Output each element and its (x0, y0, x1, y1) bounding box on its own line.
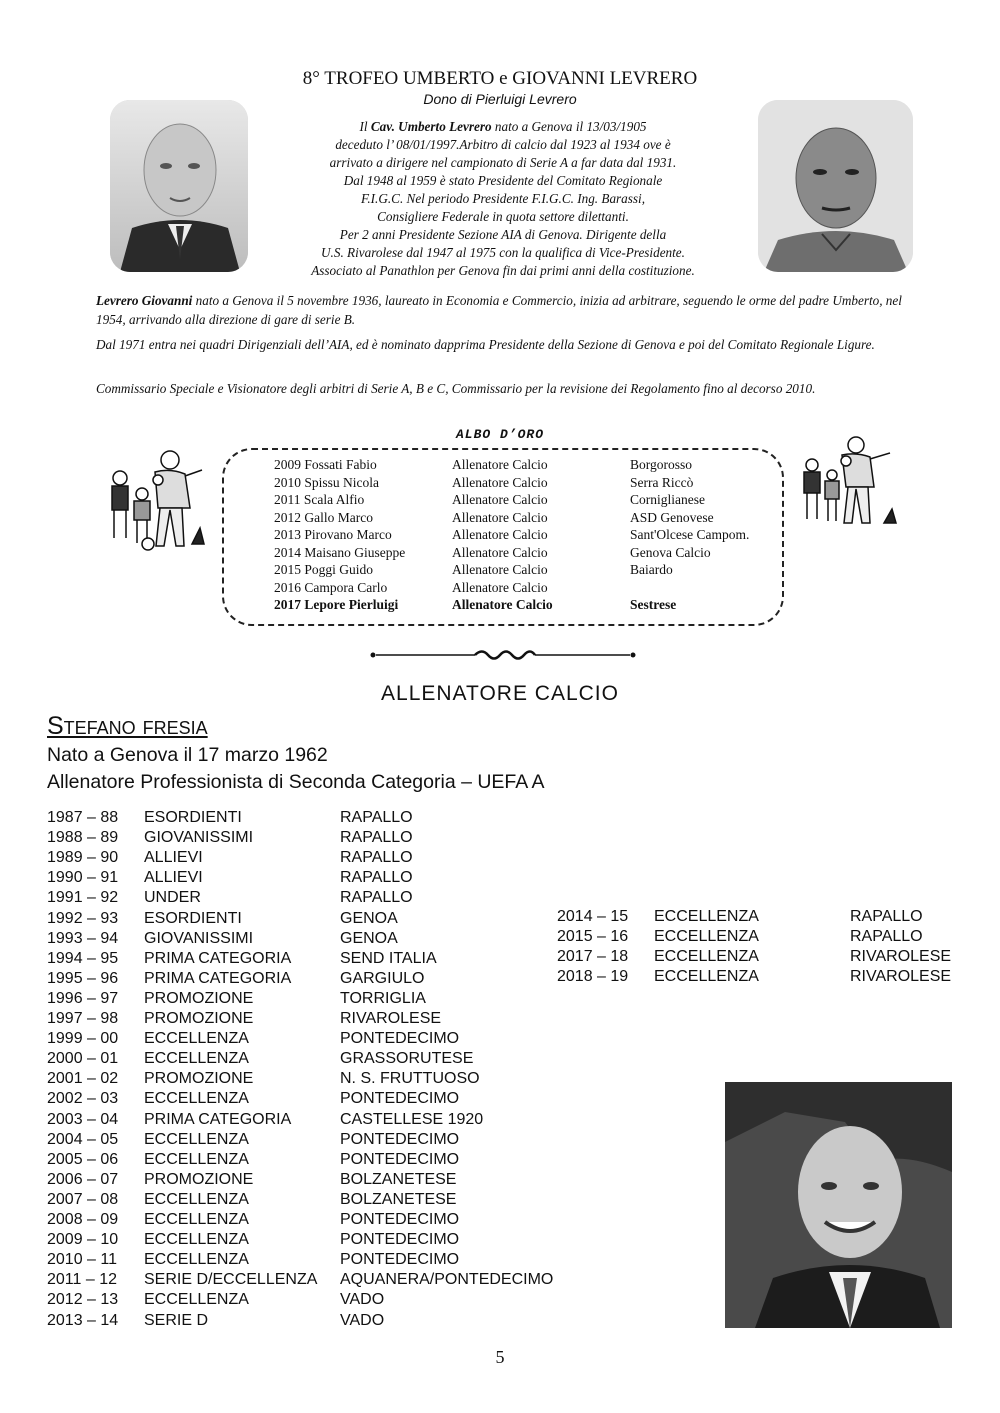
bio-umberto-line: Dal 1948 al 1959 è stato Presidente del Comitato Regionale (343, 173, 663, 188)
career-season: 2008 – 09 (47, 1211, 119, 1228)
career-category: ECCELLENZA (654, 928, 759, 946)
bio-giovanni-p1 (96, 292, 906, 329)
career-category: ECCELLENZA (144, 1030, 249, 1048)
coach-clipart-icon (798, 435, 908, 535)
albo-winner: 2014 Maisano Giuseppe (274, 544, 406, 560)
career-row (47, 950, 567, 970)
ornament-divider (370, 646, 636, 664)
bio-umberto-line: Associato al Panathlon per Genova fin dai primi anni della costituzione. (311, 263, 695, 278)
bio-giovanni-name: Levrero Giovanni (96, 293, 193, 308)
career-club: RAPALLO (340, 849, 413, 867)
career-club: TORRIGLIA (340, 989, 426, 1007)
career-club: PONTEDECIMO (340, 1030, 460, 1048)
albo-row (222, 562, 782, 580)
page-subtitle: Dono di Pierluigi Levrero (423, 91, 577, 107)
career-club: RAPALLO (340, 809, 413, 826)
career-club: RIVAROLESE (850, 968, 952, 986)
albo-winner: 2011 Scala Alfio (274, 492, 365, 507)
career-season: 1997 – 98 (47, 1010, 119, 1027)
career-club: GENOA (340, 929, 398, 947)
albo-club: Borgorosso (630, 457, 693, 472)
career-season: 2003 – 04 (47, 1110, 119, 1128)
career-season: 1989 – 90 (47, 849, 119, 867)
career-season: 1990 – 91 (47, 869, 119, 887)
coach-clipart-icon (100, 448, 210, 558)
career-club: VADO (340, 1311, 385, 1329)
career-club: SEND ITALIA (340, 949, 437, 967)
career-season: 2014 – 15 (557, 908, 629, 925)
career-row (47, 1191, 567, 1211)
career-row (47, 889, 567, 909)
albo-row (222, 527, 782, 545)
albo-row (222, 475, 782, 493)
page-title: 8° TROFEO UMBERTO e GIOVANNI LEVRERO (302, 68, 698, 89)
career-club: RIVAROLESE (850, 948, 952, 966)
bio-umberto-line: Consigliere Federale in quota settore dilettanti. (377, 209, 629, 224)
career-category: ESORDIENTI (144, 909, 242, 927)
career-row (47, 849, 567, 869)
career-row (47, 1010, 567, 1030)
bio-giovanni-p3: Commissario Speciale e Visionatore degli arbitri di Serie A, B e C, Commissario per la revisione dei Regolamento fino al decorso 2010. (96, 381, 816, 396)
albo-club: Genova Calcio (630, 544, 711, 560)
career-season: 2015 – 16 (557, 928, 629, 946)
career-season: 1993 – 94 (47, 929, 119, 947)
albo-winner: 2012 Gallo Marco (274, 509, 373, 525)
career-table-right (557, 908, 957, 993)
career-category: ECCELLENZA (144, 1090, 249, 1108)
career-row (47, 809, 567, 829)
career-category: ECCELLENZA (144, 1130, 249, 1148)
career-season: 1994 – 95 (47, 949, 119, 967)
photo-stefano-fresia (725, 1082, 952, 1328)
career-season: 2017 – 18 (557, 948, 629, 966)
career-season: 2000 – 01 (47, 1050, 119, 1068)
career-row (47, 1070, 567, 1090)
career-category: GIOVANISSIMI (144, 929, 254, 947)
career-row (47, 1030, 567, 1050)
career-row (47, 1251, 567, 1271)
career-category: ALLIEVI (144, 849, 203, 867)
career-row (47, 930, 567, 950)
career-category: GIOVANISSIMI (144, 829, 254, 847)
clipart-coach-kids-right (798, 435, 908, 535)
career-category: PRIMA CATEGORIA (144, 1110, 292, 1128)
career-row (47, 1312, 567, 1332)
career-category: ALLIEVI (144, 869, 203, 887)
career-category: ECCELLENZA (144, 1291, 249, 1309)
career-club: RAPALLO (340, 829, 413, 847)
albo-club: Sant'Olcese Campom. (630, 527, 750, 542)
career-season: 2005 – 06 (47, 1150, 119, 1168)
albo-role: Allenatore Calcio (452, 579, 548, 595)
career-row (47, 1171, 567, 1191)
bio-umberto-line: Per 2 anni Presidente Sezione AIA di Genova. Dirigente della (339, 227, 667, 242)
career-club: RAPALLO (340, 869, 413, 887)
bio-umberto-line: arrivato a dirigere nel campionato di Serie A a far data dal 1931. (329, 155, 677, 170)
career-season: 2010 – 11 (47, 1251, 117, 1269)
career-season: 2012 – 13 (47, 1291, 119, 1309)
career-club: RAPALLO (850, 908, 923, 925)
career-category: SERIE D (144, 1311, 209, 1329)
albo-club: Serra Riccò (630, 474, 694, 490)
albo-club: Sestrese (630, 597, 677, 612)
career-season: 2018 – 19 (557, 968, 629, 986)
career-club: RIVAROLESE (340, 1010, 442, 1027)
albo-club: Baiardo (630, 562, 673, 577)
career-row (47, 1131, 567, 1151)
career-row (47, 910, 567, 930)
career-row (47, 1291, 567, 1311)
career-season: 1995 – 96 (47, 969, 119, 987)
career-category: ECCELLENZA (144, 1231, 249, 1249)
photo-giovanni-levrero (758, 100, 913, 272)
career-category: ECCELLENZA (144, 1150, 249, 1168)
albo-role: Allenatore Calcio (452, 474, 548, 490)
albo-row (222, 492, 782, 510)
career-club: BOLZANETESE (340, 1190, 457, 1208)
albo-row (222, 545, 782, 563)
career-category: ECCELLENZA (144, 1190, 249, 1208)
career-category: ESORDIENTI (144, 809, 242, 826)
albo-role: Allenatore Calcio (452, 597, 553, 612)
career-category: ECCELLENZA (654, 968, 759, 986)
career-category: ECCELLENZA (144, 1211, 249, 1228)
career-season: 2001 – 02 (47, 1070, 119, 1088)
career-category: PRIMA CATEGORIA (144, 949, 292, 967)
career-row (47, 1211, 567, 1231)
career-club: CASTELLESE 1920 (340, 1110, 484, 1128)
career-club: PONTEDECIMO (340, 1231, 460, 1249)
career-table-left (47, 809, 567, 1334)
career-row (557, 948, 957, 968)
career-category: UNDER (144, 889, 201, 907)
albo-role: Allenatore Calcio (452, 562, 548, 577)
career-club: GRASSORUTESE (340, 1050, 474, 1068)
career-row (47, 970, 567, 990)
career-category: PROMOZIONE (144, 1070, 254, 1088)
bio-umberto-line: F.I.G.C. Nel periodo Presidente F.I.G.C. Ing. Barassi, (360, 191, 645, 206)
albo-club: Corniglianese (630, 492, 705, 507)
career-row (557, 908, 957, 928)
bio-umberto-line: deceduto l’ 08/01/1997.Arbitro di calcio dal 1923 al 1934 ove è (335, 137, 671, 152)
career-club: PONTEDECIMO (340, 1090, 460, 1108)
career-row (47, 990, 567, 1010)
albo-winner: 2010 Spissu Nicola (274, 474, 380, 490)
career-season: 1988 – 89 (47, 829, 119, 847)
career-club: VADO (340, 1291, 385, 1309)
bio-giovanni-p2: Dal 1971 entra nei quadri Dirigenziali dell’AIA, ed è nominato dapprima Presidente della Sezione di Genova e poi del Comitato Regionale Ligure. (96, 337, 875, 352)
albo-role: Allenatore Calcio (452, 527, 548, 542)
career-category: ECCELLENZA (144, 1251, 249, 1269)
career-category: SERIE D/ECCELLENZA (144, 1271, 318, 1289)
career-season: 2013 – 14 (47, 1311, 119, 1329)
coach-birth: Nato a Genova il 17 marzo 1962 (47, 744, 328, 766)
albo-row (222, 597, 782, 615)
albo-club: ASD Genovese (630, 509, 714, 525)
career-row (47, 869, 567, 889)
bio-umberto-line: Il Cav. Umberto Levrero nato a Genova il 13/03/1905 (359, 119, 647, 134)
albo-row (222, 510, 782, 528)
career-season: 1987 – 88 (47, 809, 119, 826)
career-category: ECCELLENZA (654, 908, 759, 925)
career-row (47, 1050, 567, 1070)
career-category: PRIMA CATEGORIA (144, 969, 292, 987)
albo-title: ALBO D’ORO (455, 427, 544, 442)
career-row (47, 1111, 567, 1131)
portrait-giovanni-image (758, 100, 913, 272)
career-row (557, 928, 957, 948)
page-number: 5 (495, 1347, 505, 1367)
career-club: GENOA (340, 909, 398, 927)
career-season: 1992 – 93 (47, 909, 119, 927)
bio-umberto (268, 118, 738, 280)
career-category: PROMOZIONE (144, 1170, 254, 1188)
albo-winner: 2013 Pirovano Marco (274, 527, 392, 542)
career-row (47, 1271, 567, 1291)
career-row (47, 1151, 567, 1171)
career-season: 1999 – 00 (47, 1030, 119, 1048)
albo-winner: 2016 Campora Carlo (274, 579, 388, 595)
career-category: ECCELLENZA (144, 1050, 249, 1068)
coach-name: Stefano fresia (47, 712, 208, 740)
albo-role: Allenatore Calcio (452, 544, 548, 560)
career-season: 1991 – 92 (47, 889, 119, 907)
career-season: 1996 – 97 (47, 989, 119, 1007)
career-season: 2011 – 12 (47, 1271, 117, 1289)
albo-row (222, 457, 782, 475)
albo-winner: 2015 Poggi Guido (274, 562, 374, 577)
career-row (47, 1090, 567, 1110)
coach-qualification: Allenatore Professionista di Seconda Categoria – UEFA A (47, 771, 545, 793)
career-club: RAPALLO (850, 928, 923, 946)
career-category: PROMOZIONE (144, 1010, 254, 1027)
career-club: AQUANERA/PONTEDECIMO (340, 1271, 554, 1289)
career-club: PONTEDECIMO (340, 1251, 460, 1269)
bio-giovanni-p1-text: nato a Genova il 5 novembre 1936, laureato in Economia e Commercio, inizia ad arbitrare, seguendo le orme del padre Umberto, nel 1954, arrivando alla direzione di gare di serie B. (96, 293, 902, 327)
albo-list (222, 457, 782, 617)
career-club: BOLZANETESE (340, 1170, 457, 1188)
career-season: 2004 – 05 (47, 1130, 119, 1148)
career-club: GARGIULO (340, 969, 425, 987)
career-club: PONTEDECIMO (340, 1211, 460, 1228)
portrait-umberto-image (110, 100, 248, 272)
section-heading: ALLENATORE CALCIO (381, 682, 619, 705)
ornament-divider-icon (370, 646, 636, 664)
albo-role: Allenatore Calcio (452, 492, 548, 507)
career-row (47, 1231, 567, 1251)
career-season: 2006 – 07 (47, 1170, 119, 1188)
career-club: N. S. FRUTTUOSO (340, 1070, 480, 1088)
clipart-coach-kids-left (100, 448, 210, 558)
albo-winner: 2009 Fossati Fabio (274, 457, 377, 472)
career-season: 2007 – 08 (47, 1190, 119, 1208)
career-row (557, 968, 957, 988)
bio-umberto-line: U.S. Rivarolese dal 1947 al 1975 con la qualifica di Vice-Presidente. (321, 245, 685, 260)
albo-row (222, 580, 782, 598)
albo-winner: 2017 Lepore Pierluigi (274, 597, 399, 612)
career-season: 2009 – 10 (47, 1231, 119, 1249)
career-row (47, 829, 567, 849)
career-season: 2002 – 03 (47, 1090, 119, 1108)
portrait-stefano-image (725, 1082, 952, 1328)
career-club: RAPALLO (340, 889, 413, 907)
albo-role: Allenatore Calcio (452, 457, 548, 472)
career-club: PONTEDECIMO (340, 1130, 460, 1148)
career-club: PONTEDECIMO (340, 1150, 460, 1168)
career-category: ECCELLENZA (654, 948, 759, 966)
albo-role: Allenatore Calcio (452, 509, 548, 525)
career-category: PROMOZIONE (144, 989, 254, 1007)
photo-umberto-levrero (110, 100, 248, 272)
